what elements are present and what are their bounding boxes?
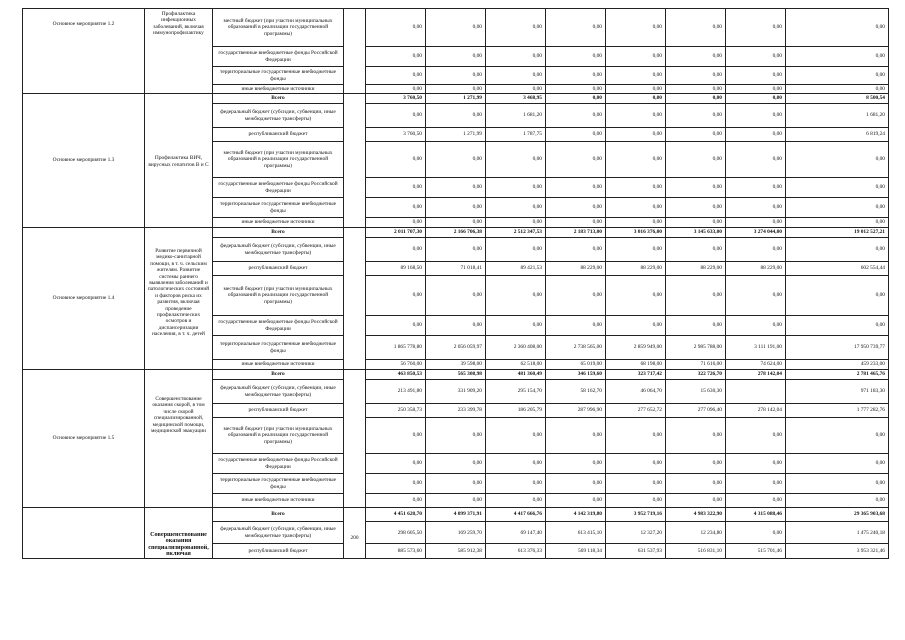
total-value-cell: 1 777 282,76 [786,404,889,418]
budget-table [22,8,889,559]
year-value-cell: 88 229,00 [546,262,606,276]
year-value-cell: 0,00 [486,238,546,262]
year-value-cell: 0,00 [606,104,666,128]
year-value-cell: 0,00 [366,142,426,178]
year-value-cell: 0,00 [366,474,426,494]
year-value-cell: 0,00 [546,178,606,198]
year-value-cell: 0,00 [426,47,486,67]
funding-source: государственные внебюджетные фонды Российской Федерации [213,47,344,67]
year-value-cell: 3 274 044,00 [726,228,786,238]
year-value-cell: 0,00 [606,316,666,336]
year-value-cell: 0,00 [486,474,546,494]
year-value-cell: 12 234,80 [666,522,726,544]
total-value-cell: 17 950 739,77 [786,336,889,360]
funding-source: территориальные государственные внебюджетные фонды [213,67,344,85]
year-value-cell: 186 205,79 [486,404,546,418]
year-value-cell: 213 491,80 [366,380,426,404]
year-value-cell: 0,00 [726,47,786,67]
year-value-cell: 0,00 [666,142,726,178]
year-value-cell: 0,00 [726,85,786,94]
code-cell [344,94,366,228]
total-value-cell: 971 183,30 [786,380,889,404]
year-value-cell: 0,00 [546,418,606,454]
year-value-cell: 0,00 [366,418,426,454]
funding-source: Всего [213,228,344,238]
year-value-cell: 0,00 [426,67,486,85]
year-value-cell: 0,00 [366,85,426,94]
year-value-cell: 0,00 [606,9,666,47]
total-value-cell: 1 681,20 [786,104,889,128]
year-value-cell: 0,00 [726,474,786,494]
year-value-cell: 2 738 565,00 [546,336,606,360]
year-value-cell: 631 537,93 [606,544,666,558]
measure-description: Профилактика инфекционных заболеваний, включая иммунопрофилактику [145,9,213,94]
funding-source: территориальные государственные внебюджетные фонды [213,474,344,494]
year-value-cell: 0,00 [546,142,606,178]
year-value-cell: 2 056 059,97 [426,336,486,360]
year-value-cell: 0,00 [486,494,546,508]
year-value-cell: 0,00 [546,94,606,104]
year-value-cell: 0,00 [606,218,666,228]
year-value-cell: 0,00 [546,494,606,508]
year-value-cell: 0,00 [546,276,606,316]
year-value-cell: 0,00 [486,198,546,218]
year-value-cell: 0,00 [606,67,666,85]
year-value-cell: 0,00 [486,418,546,454]
year-value-cell: 613 376,33 [486,544,546,558]
year-value-cell: 0,00 [726,418,786,454]
year-value-cell: 0,00 [606,85,666,94]
year-value-cell: 0,00 [606,238,666,262]
year-value-cell: 88 229,00 [726,262,786,276]
year-value-cell: 0,00 [666,418,726,454]
total-value-cell: 0,00 [786,474,889,494]
year-value-cell: 481 360,49 [486,370,546,380]
year-value-cell: 0,00 [486,454,546,474]
year-value-cell: 0,00 [726,67,786,85]
year-value-cell: 0,00 [726,454,786,474]
year-value-cell: 0,00 [486,316,546,336]
funding-source: федеральный бюджет (субсидии, субвенции, иные межбюджетные трансферты) [213,104,344,128]
funding-source: иные внебюджетные источники [213,494,344,508]
year-value-cell: 0,00 [546,454,606,474]
code-cell: 200 [344,508,366,559]
year-value-cell: 0,00 [666,85,726,94]
year-value-cell: 0,00 [366,238,426,262]
year-value-cell: 0,00 [426,218,486,228]
year-value-cell: 0,00 [426,178,486,198]
measure-name [23,508,145,559]
year-value-cell: 0,00 [546,85,606,94]
table-row [23,508,889,522]
year-value-cell: 322 726,70 [666,370,726,380]
funding-source: Всего [213,370,344,380]
year-value-cell: 278 142,04 [726,370,786,380]
year-value-cell: 0,00 [426,454,486,474]
year-value-cell: 0,00 [546,316,606,336]
year-value-cell: 0,00 [486,142,546,178]
year-value-cell: 3 016 376,00 [606,228,666,238]
measure-description: Развитие первичной медико-санитарной помощи, в т. ч. сельским жителям. Развитие системы раннего выявления заболеваний и патологических состояний и факторов риска их развития, включая проведение профилактических осмотров и диспансеризации населения, в т. ч. детей [145,228,213,370]
year-value-cell: 12 327,20 [606,522,666,544]
year-value-cell: 4 099 371,91 [426,508,486,522]
year-value-cell: 0,00 [726,94,786,104]
year-value-cell: 39 598,00 [426,360,486,370]
year-value-cell: 0,00 [486,276,546,316]
year-value-cell: 233 399,78 [426,404,486,418]
table-row [23,9,889,47]
total-value-cell: 8 500,54 [786,94,889,104]
year-value-cell: 0,00 [426,142,486,178]
year-value-cell: 331 909,20 [426,380,486,404]
year-value-cell: 0,00 [666,67,726,85]
funding-source: государственные внебюджетные фонды Российской Федерации [213,316,344,336]
year-value-cell: 0,00 [666,104,726,128]
year-value-cell: 0,00 [486,178,546,198]
year-value-cell: 15 630,30 [666,380,726,404]
total-value-cell: 3 953 321,46 [786,544,889,558]
total-value-cell: 0,00 [786,238,889,262]
year-value-cell: 0,00 [546,198,606,218]
total-value-cell: 2 781 465,76 [786,370,889,380]
year-value-cell: 0,00 [366,198,426,218]
funding-source: иные внебюджетные источники [213,85,344,94]
total-value-cell: 1 475 240,18 [786,522,889,544]
measure-name: Основное мероприятие 1.3 [23,94,145,228]
year-value-cell: 4 417 666,76 [486,508,546,522]
year-value-cell: 0,00 [546,128,606,142]
year-value-cell: 0,00 [666,128,726,142]
year-value-cell: 0,00 [366,276,426,316]
total-value-cell: 602 554,44 [786,262,889,276]
year-value-cell: 323 717,42 [606,370,666,380]
table-row [23,228,889,238]
year-value-cell: 0,00 [606,198,666,218]
funding-source: территориальные государственные внебюджетные фонды [213,336,344,360]
funding-source: иные внебюджетные источники [213,218,344,228]
total-value-cell: 0,00 [786,198,889,218]
table-row [23,370,889,380]
funding-source: федеральный бюджет (субсидии, субвенции, иные межбюджетные трансферты) [213,238,344,262]
year-value-cell: 2 183 713,00 [546,228,606,238]
year-value-cell: 0,00 [486,218,546,228]
funding-source: местный бюджет (при участии муниципальных образований в реализации государственной программы) [213,142,344,178]
funding-source: государственные внебюджетные фонды Российской Федерации [213,178,344,198]
funding-source: государственные внебюджетные фонды Российской Федерации [213,454,344,474]
year-value-cell: 1 271,99 [426,94,486,104]
year-value-cell: 0,00 [366,9,426,47]
year-value-cell: 68 198,00 [606,360,666,370]
year-value-cell: 4 451 620,70 [366,508,426,522]
year-value-cell: 88 229,00 [666,262,726,276]
year-value-cell: 0,00 [426,418,486,454]
year-value-cell: 0,00 [546,218,606,228]
year-value-cell: 71 018,41 [426,262,486,276]
year-value-cell: 2 985 788,00 [666,336,726,360]
year-value-cell: 2 011 707,30 [366,228,426,238]
funding-source: Всего [213,508,344,522]
year-value-cell: 0,00 [726,238,786,262]
total-value-cell: 0,00 [786,47,889,67]
table-row [23,94,889,104]
year-value-cell: 0,00 [606,494,666,508]
year-value-cell: 0,00 [726,142,786,178]
year-value-cell: 278 142,04 [726,404,786,418]
year-value-cell: 0,00 [606,128,666,142]
total-value-cell: 0,00 [786,85,889,94]
year-value-cell: 0,00 [366,494,426,508]
year-value-cell: 585 912,38 [426,544,486,558]
funding-source: иные внебюджетные источники [213,360,344,370]
year-value-cell: 0,00 [606,94,666,104]
total-value-cell: 0,00 [786,9,889,47]
year-value-cell: 0,00 [426,238,486,262]
total-value-cell: 29 365 903,68 [786,508,889,522]
year-value-cell: 250 358,73 [366,404,426,418]
total-value-cell: 0,00 [786,494,889,508]
funding-source: местный бюджет (при участии муниципальных образований в реализации государственной программы) [213,418,344,454]
total-value-cell: 0,00 [786,142,889,178]
year-value-cell: 0,00 [666,238,726,262]
year-value-cell: 0,00 [726,9,786,47]
year-value-cell: 0,00 [606,418,666,454]
year-value-cell: 2 166 706,38 [426,228,486,238]
year-value-cell: 0,00 [366,454,426,474]
measure-description: Совершенствование оказания скорой, в том числе скорой специализированной, медицинской помощи, медицинской эвакуации [145,370,213,508]
funding-source: местный бюджет (при участии муниципальных образований в реализации государственной программы) [213,276,344,316]
year-value-cell: 0,00 [426,9,486,47]
year-value-cell: 1 271,99 [426,128,486,142]
year-value-cell: 515 701,46 [726,544,786,558]
year-value-cell: 569 118,34 [546,544,606,558]
budget-table-page [22,8,888,559]
year-value-cell: 0,00 [666,454,726,474]
total-value-cell: 0,00 [786,454,889,474]
year-value-cell: 3 760,50 [366,128,426,142]
year-value-cell: 0,00 [426,316,486,336]
code-cell [344,228,366,370]
year-value-cell: 287 996,90 [546,404,606,418]
code-cell [344,370,366,508]
year-value-cell: 4 315 088,46 [726,508,786,522]
year-value-cell: 565 308,98 [426,370,486,380]
year-value-cell: 0,00 [606,474,666,494]
year-value-cell: 295 154,70 [486,380,546,404]
year-value-cell: 0,00 [426,104,486,128]
year-value-cell: 0,00 [606,47,666,67]
year-value-cell: 0,00 [666,316,726,336]
year-value-cell: 0,00 [726,128,786,142]
year-value-cell: 0,00 [366,47,426,67]
year-value-cell: 62 518,00 [486,360,546,370]
measure-name: Основное мероприятие 1.2 [23,9,145,94]
year-value-cell: 0,00 [546,47,606,67]
year-value-cell: 0,00 [486,9,546,47]
year-value-cell: 1 787,75 [486,128,546,142]
funding-source: территориальные государственные внебюджетные фонды [213,198,344,218]
measure-description: Совершенствование оказания специализированной, включая [145,508,213,559]
year-value-cell: 0,00 [606,178,666,198]
year-value-cell: 0,00 [726,178,786,198]
year-value-cell: 65 019,00 [546,360,606,370]
year-value-cell: 0,00 [726,218,786,228]
year-value-cell: 1 681,20 [486,104,546,128]
total-value-cell: 0,00 [786,276,889,316]
year-value-cell: 0,00 [426,474,486,494]
code-cell [344,9,366,94]
year-value-cell: 0,00 [546,9,606,47]
year-value-cell: 0,00 [366,178,426,198]
year-value-cell: 0,00 [666,178,726,198]
year-value-cell: 0,00 [426,494,486,508]
year-value-cell: 58 162,70 [546,380,606,404]
measure-description: Профилактика ВИЧ, вирусных гепатитов В и С [145,94,213,228]
measure-name: Основное мероприятие 1.5 [23,370,145,508]
year-value-cell: 885 573,60 [366,544,426,558]
year-value-cell: 4 983 322,90 [666,508,726,522]
year-value-cell: 4 142 319,80 [546,508,606,522]
year-value-cell: 74 624,00 [726,360,786,370]
year-value-cell: 1 865 778,80 [366,336,426,360]
total-value-cell: 6 819,24 [786,128,889,142]
year-value-cell: 277 652,72 [606,404,666,418]
year-value-cell: 0,00 [546,474,606,494]
year-value-cell: 0,00 [666,47,726,67]
year-value-cell: 0,00 [486,47,546,67]
year-value-cell: 298 605,50 [366,522,426,544]
funding-source: местный бюджет (при участии муниципальных образований в реализации государственной программы) [213,9,344,47]
year-value-cell [726,380,786,404]
year-value-cell: 0,00 [366,316,426,336]
year-value-cell: 0,00 [546,238,606,262]
year-value-cell: 0,00 [606,454,666,474]
year-value-cell: 3 952 719,16 [606,508,666,522]
year-value-cell: 346 159,60 [546,370,606,380]
year-value-cell: 0,00 [426,198,486,218]
total-value-cell: 0,00 [786,316,889,336]
year-value-cell: 0,00 [666,198,726,218]
year-value-cell: 0,00 [726,522,786,544]
year-value-cell: 0,00 [366,67,426,85]
year-value-cell: 3 468,95 [486,94,546,104]
year-value-cell: 613 415,10 [546,522,606,544]
total-value-cell: 0,00 [786,218,889,228]
year-value-cell: 0,00 [666,9,726,47]
total-value-cell: 459 233,00 [786,360,889,370]
total-value-cell: 0,00 [786,418,889,454]
year-value-cell: 0,00 [426,85,486,94]
year-value-cell: 3 760,50 [366,94,426,104]
year-value-cell: 0,00 [546,104,606,128]
funding-source: республиканский бюджет [213,262,344,276]
year-value-cell: 277 096,40 [666,404,726,418]
year-value-cell: 3 145 633,00 [666,228,726,238]
total-value-cell: 19 012 527,21 [786,228,889,238]
year-value-cell: 0,00 [726,198,786,218]
total-value-cell: 0,00 [786,67,889,85]
total-value-cell: 0,00 [786,178,889,198]
year-value-cell: 2 360 408,00 [486,336,546,360]
funding-source: Всего [213,94,344,104]
year-value-cell: 0,00 [726,104,786,128]
year-value-cell: 3 111 191,00 [726,336,786,360]
year-value-cell: 69 147,40 [486,522,546,544]
year-value-cell: 2 512 347,53 [486,228,546,238]
measure-name: Основное мероприятие 1.4 [23,228,145,370]
year-value-cell: 169 259,70 [426,522,486,544]
year-value-cell: 0,00 [666,494,726,508]
year-value-cell: 0,00 [726,494,786,508]
funding-source: федеральный бюджет (субсидии, субвенции, иные межбюджетные трансферты) [213,380,344,404]
year-value-cell: 0,00 [606,142,666,178]
year-value-cell: 0,00 [666,218,726,228]
funding-source: федеральный бюджет (субсидии, субвенции, иные межбюджетные трансферты) [213,522,344,544]
year-value-cell: 0,00 [486,67,546,85]
year-value-cell: 89 421,53 [486,262,546,276]
year-value-cell: 463 850,53 [366,370,426,380]
funding-source: республиканский бюджет [213,544,344,558]
year-value-cell: 89 168,50 [366,262,426,276]
year-value-cell: 0,00 [666,276,726,316]
year-value-cell: 0,00 [546,67,606,85]
year-value-cell: 0,00 [606,276,666,316]
funding-source: республиканский бюджет [213,128,344,142]
year-value-cell: 0,00 [486,85,546,94]
year-value-cell: 516 831,10 [666,544,726,558]
year-value-cell: 88 229,00 [606,262,666,276]
year-value-cell: 0,00 [726,276,786,316]
year-value-cell: 46 064,70 [606,380,666,404]
funding-source: республиканский бюджет [213,404,344,418]
year-value-cell: 0,00 [666,94,726,104]
year-value-cell: 0,00 [366,218,426,228]
year-value-cell: 0,00 [426,276,486,316]
year-value-cell: 0,00 [666,474,726,494]
year-value-cell: 0,00 [726,316,786,336]
year-value-cell: 71 616,00 [666,360,726,370]
year-value-cell: 2 859 949,00 [606,336,666,360]
year-value-cell: 0,00 [366,104,426,128]
year-value-cell: 56 760,00 [366,360,426,370]
